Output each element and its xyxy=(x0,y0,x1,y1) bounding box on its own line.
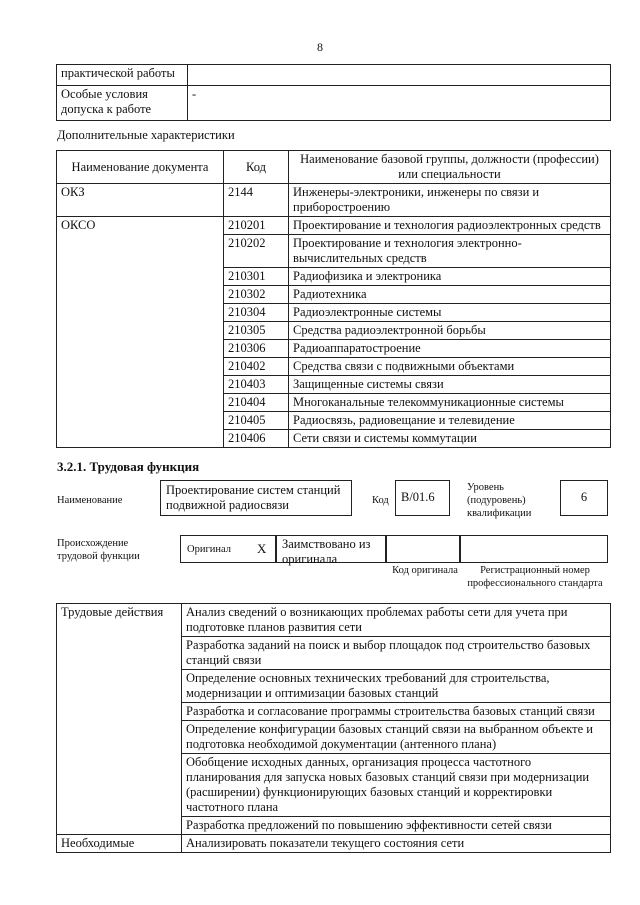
name-cell: Радиофизика и электроника xyxy=(289,268,611,286)
name-cell: Проектирование и технология радиоэлектронных средств xyxy=(289,217,611,235)
code-original-label: Код оригинала xyxy=(392,565,458,576)
name-label: Наименование xyxy=(57,495,123,506)
table-row xyxy=(57,754,611,817)
name-cell: Радиоаппаратостроение xyxy=(289,340,611,358)
table-row xyxy=(57,430,611,448)
borrowed-cell: Заимствовано из оригинала xyxy=(276,535,386,563)
table-body xyxy=(57,604,611,853)
function-name-box: Проектирование систем станций подвижной радиосвязи xyxy=(160,480,352,516)
section-title: Дополнительные характеристики xyxy=(57,128,235,142)
name-cell: Средства радиоэлектронной борьбы xyxy=(289,322,611,340)
table-row xyxy=(57,322,611,340)
table-row xyxy=(57,286,611,304)
table-cell: Особые условия допуска к работе xyxy=(57,86,188,121)
level-box: 6 xyxy=(560,480,608,516)
code-cell: 210306 xyxy=(224,340,289,358)
code-label: Код xyxy=(372,495,389,506)
table-row xyxy=(57,703,611,721)
name-cell: Многоканальные телекоммуникационные системы xyxy=(289,394,611,412)
table-row xyxy=(57,817,611,835)
original-cell xyxy=(180,535,276,563)
name-cell: Сети связи и системы коммутации xyxy=(289,430,611,448)
doc-cell: ОКСО xyxy=(57,217,224,235)
code-cell: 210403 xyxy=(224,376,289,394)
doc-cell xyxy=(57,358,224,376)
table-row xyxy=(57,835,611,853)
code-original-cell xyxy=(386,535,460,563)
code-cell: 210305 xyxy=(224,322,289,340)
skills-label-cell: Необходимые xyxy=(57,835,182,853)
table-row xyxy=(57,721,611,754)
actions-label-cell xyxy=(57,721,182,754)
doc-cell: ОКЗ xyxy=(57,184,224,217)
table-row xyxy=(57,184,611,217)
code-cell: 2144 xyxy=(224,184,289,217)
function-title: 3.2.1. Трудовая функция xyxy=(57,459,200,474)
code-cell: 210202 xyxy=(224,235,289,268)
actions-label-cell xyxy=(57,637,182,670)
characteristics-table xyxy=(56,150,611,448)
skill-item: Анализировать показатели текущего состояния сети xyxy=(182,835,611,853)
name-cell: Радиотехника xyxy=(289,286,611,304)
column-header: Наименование базовой группы, должности (профессии) или специальности xyxy=(289,151,611,184)
action-item: Разработка и согласование программы строительства базовых станций связи xyxy=(182,703,611,721)
doc-cell xyxy=(57,322,224,340)
actions-label-cell xyxy=(57,703,182,721)
code-cell: 210402 xyxy=(224,358,289,376)
name-cell: Средства связи с подвижными объектами xyxy=(289,358,611,376)
table-row xyxy=(57,358,611,376)
table-row xyxy=(57,235,611,268)
name-cell: Защищенные системы связи xyxy=(289,376,611,394)
code-cell: 210406 xyxy=(224,430,289,448)
action-item: Разработка заданий на поиск и выбор площадок под строительство базовых станций связи xyxy=(182,637,611,670)
action-item: Разработка предложений по повышению эффективности сетей связи xyxy=(182,817,611,835)
action-item: Обобщение исходных данных, организация процесса частотного планирования для запуска новых базовых станций связи при модернизации (расширении) функционирующих базовых станций и корректировки частотного плана xyxy=(182,754,611,817)
name-cell: Радиосвязь, радиовещание и телевидение xyxy=(289,412,611,430)
table-row xyxy=(57,65,611,86)
original-label: Оригинал xyxy=(187,544,231,555)
name-cell: Радиоэлектронные системы xyxy=(289,304,611,322)
reg-number-label: Регистрационный номер профессионального стандарта xyxy=(467,565,603,589)
name-cell: Проектирование и технология электронно-вычислительных средств xyxy=(289,235,611,268)
table-row xyxy=(57,217,611,235)
origin-label: Происхождение трудовой функции xyxy=(57,538,140,562)
doc-cell xyxy=(57,286,224,304)
actions-label-cell xyxy=(57,670,182,703)
table-header-row xyxy=(57,151,611,184)
doc-cell xyxy=(57,235,224,268)
table-row xyxy=(57,604,611,637)
top-table xyxy=(56,64,611,121)
column-header: Наименование документа xyxy=(57,151,224,184)
level-label: Уровень (подуровень) квалификации xyxy=(467,482,532,519)
name-cell: Инженеры-электроники, инженеры по связи и приборостроению xyxy=(289,184,611,217)
table-row xyxy=(57,394,611,412)
code-cell: 210304 xyxy=(224,304,289,322)
doc-cell xyxy=(57,340,224,358)
doc-cell xyxy=(57,430,224,448)
page-number: 8 xyxy=(317,40,323,54)
code-cell: 210302 xyxy=(224,286,289,304)
table-body xyxy=(57,184,611,448)
actions-label-cell xyxy=(57,754,182,817)
table-row xyxy=(57,304,611,322)
code-cell: 210404 xyxy=(224,394,289,412)
table-cell: - xyxy=(188,86,611,121)
reg-number-cell xyxy=(460,535,608,563)
table-row xyxy=(57,86,611,121)
table-row xyxy=(57,376,611,394)
action-item: Определение основных технических требований для строительства, модернизации и оптимизации базовых станций xyxy=(182,670,611,703)
code-cell: 210201 xyxy=(224,217,289,235)
action-item: Определение конфигурации базовых станций связи на выбранном объекте и подготовка необходимой документации (антенного плана) xyxy=(182,721,611,754)
function-code-box: B/01.6 xyxy=(395,480,450,516)
column-header: Код xyxy=(224,151,289,184)
doc-cell xyxy=(57,376,224,394)
actions-label-cell xyxy=(57,817,182,835)
code-cell: 210405 xyxy=(224,412,289,430)
table-row xyxy=(57,637,611,670)
table-cell: практической работы xyxy=(57,65,188,86)
code-cell: 210301 xyxy=(224,268,289,286)
doc-cell xyxy=(57,394,224,412)
doc-cell xyxy=(57,412,224,430)
action-item: Анализ сведений о возникающих проблемах работы сети для учета при подготовке планов развития сети xyxy=(182,604,611,637)
table-row xyxy=(57,670,611,703)
actions-label-cell: Трудовые действия xyxy=(57,604,182,637)
table-row xyxy=(57,412,611,430)
table-row xyxy=(57,340,611,358)
doc-cell xyxy=(57,304,224,322)
doc-cell xyxy=(57,268,224,286)
original-mark: X xyxy=(257,541,267,556)
actions-table xyxy=(56,603,611,853)
table-row xyxy=(57,268,611,286)
table-cell xyxy=(188,65,611,86)
